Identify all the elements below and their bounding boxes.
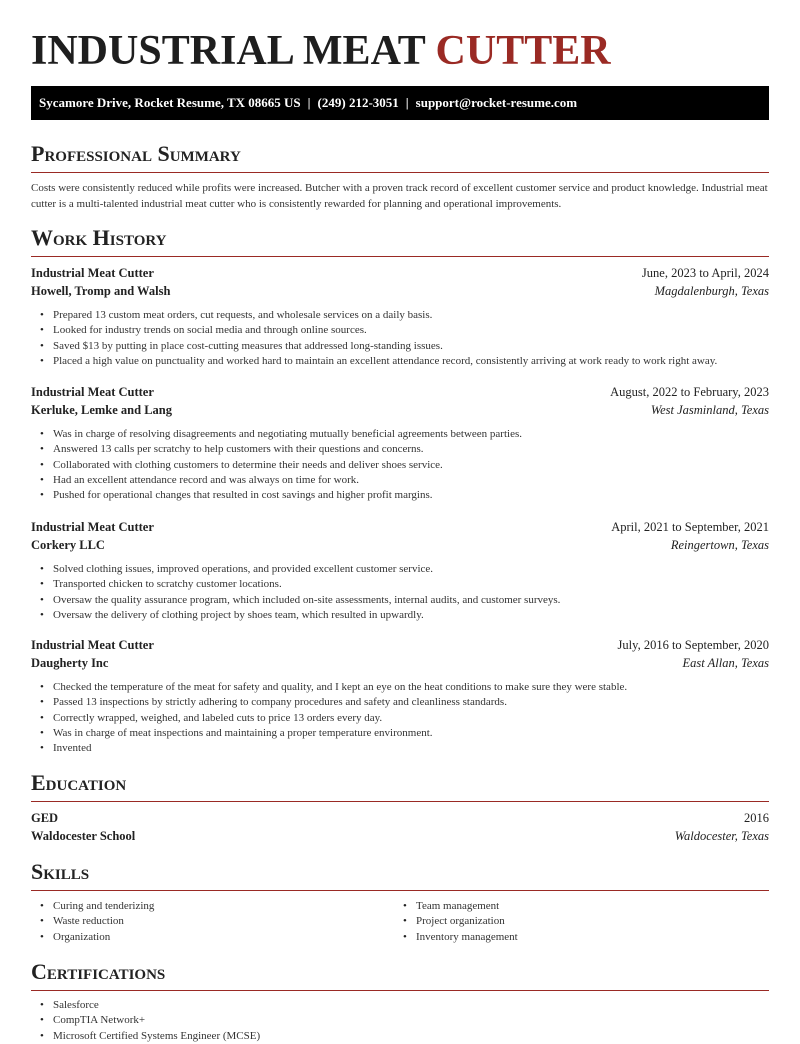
job-company: Howell, Tromp and Walsh bbox=[31, 283, 171, 298]
contact-separator: | bbox=[307, 95, 311, 110]
job-title: Industrial Meat Cutter bbox=[31, 520, 154, 534]
certifications-heading: Certifications bbox=[31, 959, 769, 991]
job-entry bbox=[31, 265, 769, 369]
job-company: Corkery LLC bbox=[31, 537, 105, 552]
job-entry bbox=[31, 519, 769, 623]
list-item: • Had an excellent attendance record and was always on time for work. bbox=[53, 473, 769, 488]
job-company: Kerluke, Lemke and Lang bbox=[31, 402, 172, 417]
job-entry bbox=[31, 637, 769, 756]
education-heading: Education bbox=[31, 770, 769, 802]
skills-column-left bbox=[31, 899, 391, 945]
page-title bbox=[31, 26, 611, 76]
job-bullets bbox=[31, 427, 769, 503]
list-item: • Was in charge of meat inspections and maintaining a proper temperature environment. bbox=[53, 726, 769, 741]
job-location: West Jasminland, Texas bbox=[650, 402, 769, 417]
job-title: Industrial Meat Cutter bbox=[31, 385, 154, 399]
summary-heading: Professional Summary bbox=[31, 141, 769, 173]
job-dates: July, 2016 to September, 2020 bbox=[617, 638, 769, 652]
list-item: • Placed a high value on punctuality and worked hard to maintain an excellent attendance record, consistently arriving at work ready to work right away. bbox=[53, 354, 769, 369]
education-location: Waldocester, Texas bbox=[674, 828, 769, 843]
job-dates: April, 2021 to September, 2021 bbox=[611, 520, 769, 534]
list-item: • Oversaw the delivery of clothing project by shoes team, which resulted in upwardly. bbox=[53, 608, 769, 623]
contact-email: support@rocket-resume.com bbox=[415, 95, 578, 110]
job-dates: June, 2023 to April, 2024 bbox=[641, 266, 769, 280]
title-accent: CUTTER bbox=[435, 28, 611, 74]
skill-item: • Waste reduction bbox=[53, 914, 391, 929]
job-location: East Allan, Texas bbox=[682, 655, 769, 670]
certifications-entry bbox=[31, 998, 769, 1044]
job-title: Industrial Meat Cutter bbox=[31, 266, 154, 280]
education-entry bbox=[31, 810, 769, 845]
list-item: • Saved $13 by putting in place cost-cutting measures that addressed long-standing issues. bbox=[53, 339, 769, 354]
skill-item: • Curing and tenderizing bbox=[53, 899, 391, 914]
title-main: INDUSTRIAL MEAT bbox=[31, 28, 426, 74]
job-title: Industrial Meat Cutter bbox=[31, 638, 154, 652]
list-item: • Correctly wrapped, weighed, and labeled cuts to price 13 orders every day. bbox=[53, 711, 769, 726]
skills-heading: Skills bbox=[31, 859, 769, 891]
education-year: 2016 bbox=[744, 811, 769, 825]
skill-item: • Team management bbox=[416, 899, 754, 914]
job-bullets bbox=[31, 308, 769, 369]
contact-address: Sycamore Drive, Rocket Resume, TX 08665 US bbox=[39, 95, 301, 110]
certification-item: • CompTIA Network+ bbox=[53, 1013, 769, 1028]
work-history-heading: Work History bbox=[31, 225, 769, 257]
job-location: Reingertown, Texas bbox=[670, 537, 769, 552]
job-bullets bbox=[31, 562, 769, 623]
skill-item: • Inventory management bbox=[416, 930, 754, 945]
list-item: • Transported chicken to scratchy customer locations. bbox=[53, 577, 769, 592]
skills-column-right bbox=[394, 899, 754, 945]
education-degree: GED bbox=[31, 811, 59, 825]
list-item: • Collaborated with clothing customers to determine their needs and deliver shoes service. bbox=[53, 458, 769, 473]
job-location: Magdalenburgh, Texas bbox=[654, 283, 769, 298]
job-bullets bbox=[31, 680, 769, 756]
contact-bar bbox=[31, 86, 769, 120]
skills-list bbox=[31, 899, 391, 945]
contact-phone: (249) 212-3051 bbox=[317, 95, 399, 110]
skill-item: • Project organization bbox=[416, 914, 754, 929]
list-item: • Answered 13 calls per scratchy to help customers with their questions and concerns. bbox=[53, 442, 769, 457]
job-entry bbox=[31, 384, 769, 503]
list-item: • Oversaw the quality assurance program, which included on-site assessments, internal audits, and customer surveys. bbox=[53, 593, 769, 608]
certification-item: • Salesforce bbox=[53, 998, 769, 1013]
skills-list bbox=[394, 899, 754, 945]
list-item: • Prepared 13 custom meat orders, cut requests, and wholesale services on a daily basis. bbox=[53, 308, 769, 323]
education-school: Waldocester School bbox=[31, 828, 136, 843]
list-item: • Invented bbox=[53, 741, 769, 756]
summary-text: Costs were consistently reduced while profits were increased. Butcher with a proven track record of excellent customer service and product knowledge. Industrial meat cutter is a multi-talented industrial meat cutter who is consistently rewarded for planning and operational improvements. bbox=[31, 182, 768, 210]
job-company: Daugherty Inc bbox=[31, 655, 109, 670]
list-item: • Pushed for operational changes that resulted in cost savings and higher profit margins. bbox=[53, 488, 769, 503]
job-dates: August, 2022 to February, 2023 bbox=[610, 385, 769, 399]
list-item: • Was in charge of resolving disagreements and negotiating mutually beneficial agreements between parties. bbox=[53, 427, 769, 442]
skill-item: • Organization bbox=[53, 930, 391, 945]
list-item: • Checked the temperature of the meat for safety and quality, and I kept an eye on the heat conditions to make sure they were stable. bbox=[53, 680, 769, 695]
list-item: • Looked for industry trends on social media and through online sources. bbox=[53, 323, 769, 338]
list-item: • Solved clothing issues, improved operations, and provided excellent customer service. bbox=[53, 562, 769, 577]
certification-item: • Microsoft Certified Systems Engineer (MCSE) bbox=[53, 1029, 769, 1044]
contact-separator: | bbox=[405, 95, 409, 110]
list-item: • Passed 13 inspections by strictly adhering to company procedures and safety and cleanliness standards. bbox=[53, 695, 769, 710]
certifications-list bbox=[31, 998, 769, 1044]
